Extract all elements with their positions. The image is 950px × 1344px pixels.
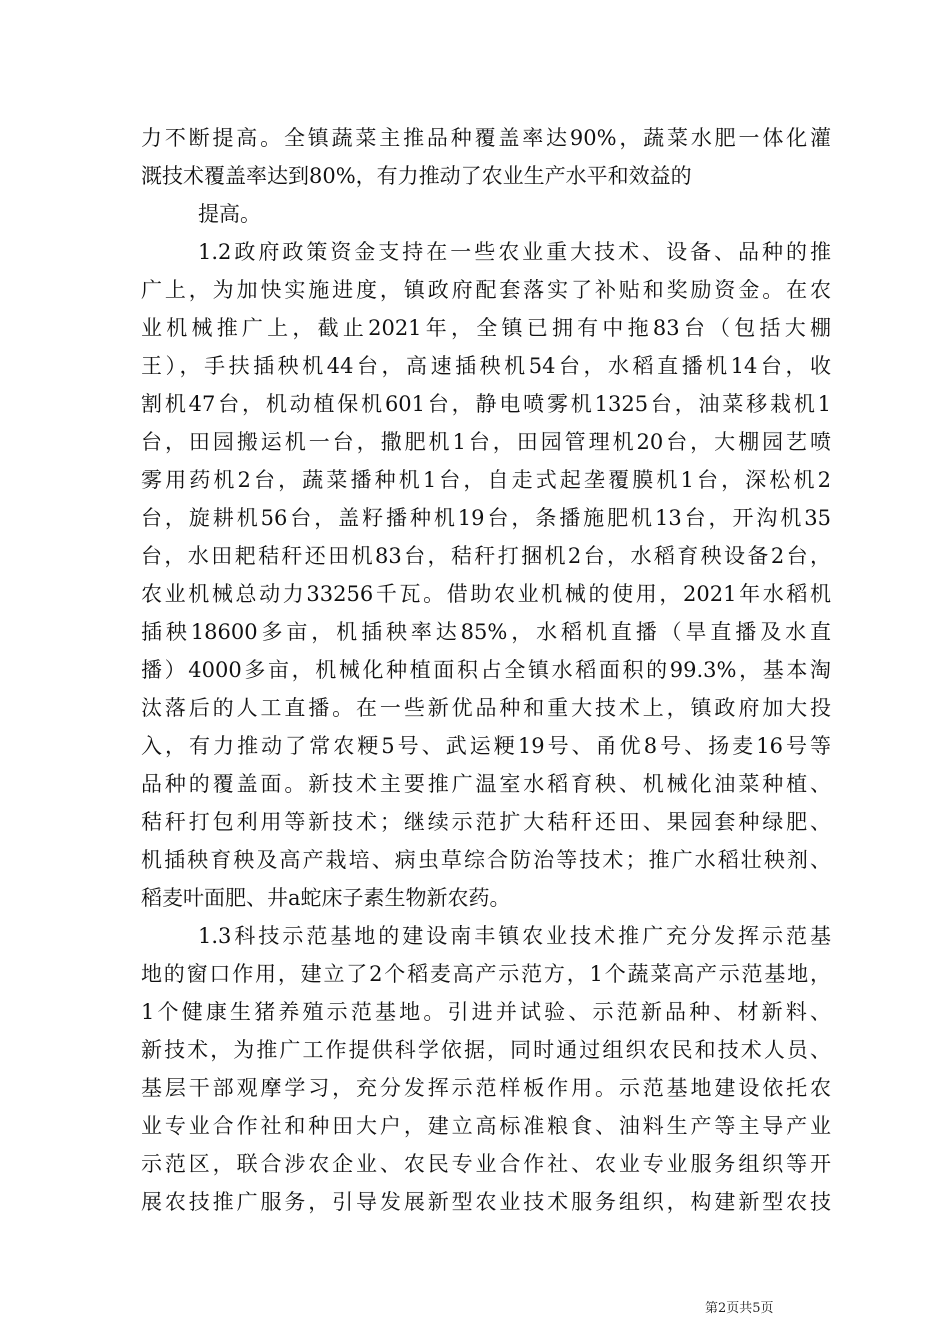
section-1-3-first-line: 1.3科技示范基地的建设南丰镇农业技术推广充分发挥示范基	[198, 924, 831, 948]
text-line: 力不断提高。全镇蔬菜主推品种覆盖率达90%，蔬菜水肥一体化灌	[141, 126, 831, 150]
text-line: 业专业合作社和种田大户，建立高标准粮食、油料生产等主导产业	[141, 1114, 831, 1138]
text-line: 地的窗口作用，建立了2个稻麦高产示范方，1个蔬菜高产示范基地，	[141, 962, 831, 986]
text-line: 台，旋耕机56台，盖籽播种机19台，条播施肥机13台，开沟机35	[141, 506, 831, 530]
text-line: 品种的覆盖面。新技术主要推广温室水稻育秧、机械化油菜种植、	[141, 772, 831, 796]
text-line: 插秧18600多亩，机插秧率达85%，水稻机直播（旱直播及水直	[141, 620, 831, 644]
text-line: 台，水田耙秸秆还田机83台，秸秆打捆机2台，水稻育秧设备2台，	[141, 544, 831, 568]
text-line: 展农技推广服务，引导发展新型农业技术服务组织，构建新型农技	[141, 1190, 831, 1214]
text-line: 基层干部观摩学习，充分发挥示范样板作用。示范基地建设依托农	[141, 1076, 831, 1100]
text-line: 割机47台，机动植保机601台，静电喷雾机1325台，油菜移栽机1	[141, 392, 831, 416]
text-line: 台，田园搬运机一台，撒肥机1台，田园管理机20台，大棚园艺喷	[141, 430, 831, 454]
text-line: 1个健康生猪养殖示范基地。引进并试验、示范新品种、材新料、	[141, 1000, 831, 1024]
text-line: 播）4000多亩，机械化种植面积占全镇水稻面积的99.3%，基本淘	[141, 658, 831, 682]
text-line: 稻麦叶面肥、井a蛇床子素生物新农药。	[141, 886, 511, 910]
text-line: 雾用药机2台，蔬菜播种机1台，自走式起垄覆膜机1台，深松机2	[141, 468, 831, 492]
text-line: 业机械推广上，截止2021年，全镇已拥有中拖83台（包括大棚	[141, 316, 831, 340]
text-line: 入，有力推动了常农粳5号、武运粳19号、甬优8号、扬麦16号等	[141, 734, 831, 758]
text-line: 汰落后的人工直播。在一些新优品种和重大技术上，镇政府加大投	[141, 696, 831, 720]
text-line: 示范区，联合涉农企业、农民专业合作社、农业专业服务组织等开	[141, 1152, 831, 1176]
text-line: 农业机械总动力33256千瓦。借助农业机械的使用，2021年水稻机	[141, 582, 831, 606]
text-line: 新技术，为推广工作提供科学依据，同时通过组织农民和技术人员、	[141, 1038, 831, 1062]
section-1-2-first-line: 1.2政府政策资金支持在一些农业重大技术、设备、品种的推	[198, 240, 831, 264]
text-line: 王），手扶插秧机44台，高速插秧机54台，水稻直播机14台，收	[141, 354, 831, 378]
page-number: 第2页共5页	[705, 1301, 774, 1316]
text-line: 广上，为加快实施进度，镇政府配套落实了补贴和奖励资金。在农	[141, 278, 831, 302]
text-line: 溉技术覆盖率达到80%，有力推动了农业生产水平和效益的	[141, 164, 692, 188]
text-line: 提高。	[198, 202, 261, 226]
text-line: 机插秧育秧及高产栽培、病虫草综合防治等技术；推广水稻壮秧剂、	[141, 848, 831, 872]
text-line: 秸秆打包利用等新技术；继续示范扩大秸秆还田、果园套种绿肥、	[141, 810, 831, 834]
